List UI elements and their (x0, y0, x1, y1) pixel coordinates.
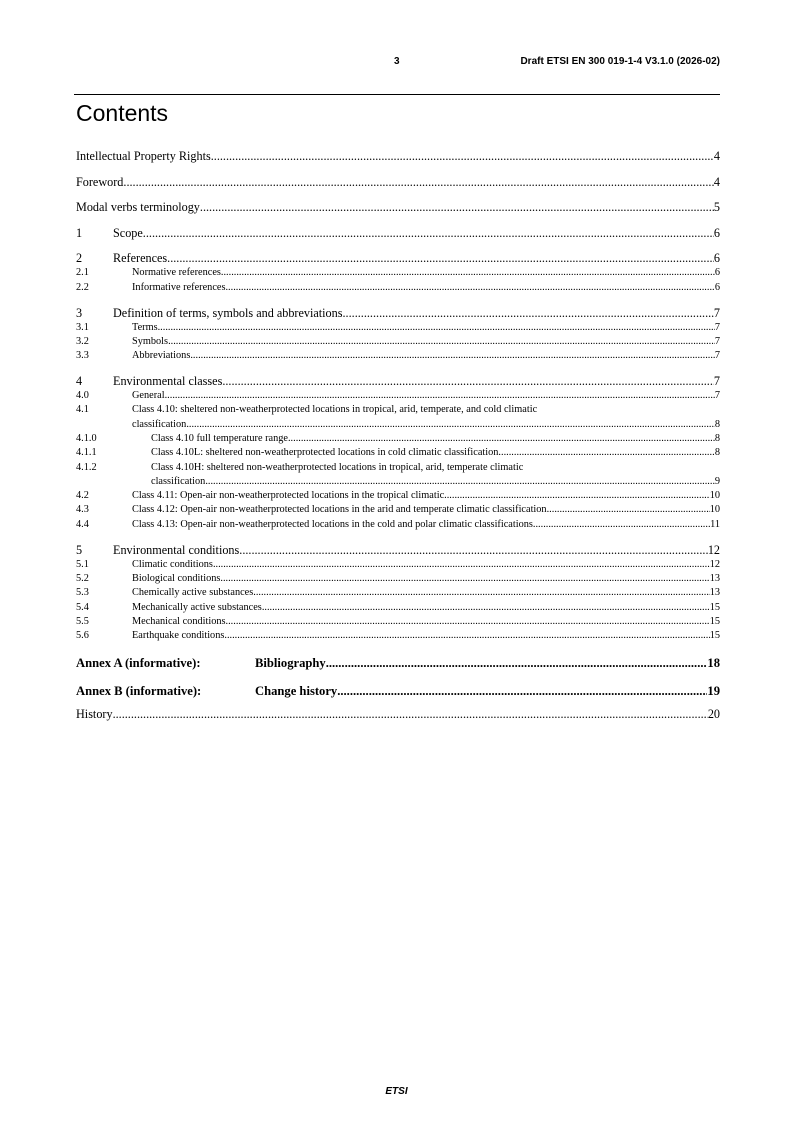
toc-entry-number: 4.1.0 (76, 432, 97, 444)
toc-entry-3-2[interactable] (76, 335, 720, 349)
toc-entry-2-2[interactable] (76, 281, 720, 295)
toc-entry-number: 3.2 (76, 335, 89, 347)
toc-entry-5-6[interactable] (76, 629, 720, 643)
toc-entry-title: Modal verbs terminology (76, 200, 200, 215)
toc-leader (167, 250, 714, 266)
toc-leader (222, 373, 714, 389)
toc-entry-2[interactable] (76, 250, 720, 266)
toc-entry-number: 4.1.2 (76, 461, 97, 473)
toc-page-number: 7 (713, 305, 720, 320)
page-footer: ETSI (385, 1086, 408, 1097)
toc-page-number: 13 (709, 587, 720, 599)
toc-entry-5-5[interactable] (76, 615, 720, 629)
toc-entry-title: Normative references (132, 267, 221, 279)
toc-entry-title: Informative references (132, 281, 226, 293)
toc-leader (190, 349, 715, 363)
toc-entry-modal-verbs[interactable] (76, 199, 720, 215)
toc-page-number: 7 (714, 335, 720, 347)
toc-page-number: 9 (714, 475, 720, 487)
toc-entry-number: 4.3 (76, 504, 89, 516)
toc-entry-number: 2.1 (76, 267, 89, 279)
toc-entry-title: Chemically active substances (132, 587, 254, 599)
toc-entry-title: Environmental classes (113, 374, 223, 389)
toc-leader (220, 572, 709, 586)
toc-entry-title: Foreword (76, 174, 124, 189)
toc-entry-title: Abbreviations (132, 350, 191, 362)
toc-leader (113, 706, 708, 722)
page-header (76, 56, 720, 72)
toc-entry-annex-b[interactable] (76, 682, 720, 700)
toc-leader (205, 475, 715, 489)
toc-page-number: 19 (707, 683, 720, 698)
toc-entry-title: Class 4.10: sheltered non-weatherprotected locations in tropical, arid, temperate, and cold climatic (132, 404, 538, 416)
toc-page-number: 6 (713, 251, 720, 266)
annex-label: Annex B (informative): (76, 683, 202, 698)
toc-page-number: 18 (707, 655, 720, 670)
toc-page-number: 7 (714, 350, 720, 362)
toc-entry-3[interactable] (76, 305, 720, 321)
toc-entry-5-3[interactable] (76, 586, 720, 600)
annex-label: Annex A (informative): (76, 655, 201, 670)
toc-leader (186, 418, 715, 432)
toc-entry-4-3[interactable] (76, 503, 720, 517)
toc-entry-title: Class 4.10H: sheltered non-weatherprotected locations in tropical, arid, temperate climatic (151, 461, 524, 473)
toc-page-number: 6 (714, 267, 720, 279)
toc-entry-3-1[interactable] (76, 321, 720, 335)
toc-entry-5-4[interactable] (76, 601, 720, 615)
toc-entry-title: Terms (132, 321, 158, 333)
toc-entry-number: 2 (76, 251, 83, 266)
toc-entry-title: Environmental conditions (113, 542, 240, 557)
toc-entry-5-2[interactable] (76, 572, 720, 586)
page-number: 3 (394, 56, 400, 67)
toc-entry-title: Class 4.12: Open-air non-weatherprotected locations in the arid and temperate climatic classification (132, 504, 547, 516)
toc-page-number: 13 (709, 572, 720, 584)
toc-entry-number: 5.3 (76, 587, 89, 599)
toc-page-number: 6 (714, 281, 720, 293)
toc-page-number: 12 (709, 558, 720, 570)
toc-entry-4-1-1[interactable] (76, 446, 720, 460)
toc-leader (337, 682, 707, 700)
toc-leader (165, 389, 715, 403)
toc-entry-number: 4.4 (76, 518, 89, 530)
toc-entry-title: References (113, 251, 168, 266)
toc-leader (200, 199, 714, 215)
toc-page-number: 12 (707, 542, 720, 557)
toc-entry-history[interactable] (76, 706, 720, 722)
toc-page-number: 4 (713, 149, 720, 163)
toc-entry-1[interactable] (76, 225, 720, 241)
toc-entry-foreword[interactable] (76, 174, 720, 190)
toc-leader (533, 518, 710, 532)
toc-page-number: 15 (709, 615, 720, 627)
toc-page-number: 7 (713, 374, 720, 389)
toc-leader (326, 654, 708, 672)
toc-entry-title: Class 4.11: Open-air non-weatherprotected locations in the tropical climatic (132, 490, 445, 502)
toc-leader (239, 542, 708, 558)
toc-page-number: 8 (714, 418, 720, 430)
toc-entry-number: 2.2 (76, 281, 89, 293)
toc-entry-number: 3 (76, 305, 83, 320)
page-title: Contents (76, 100, 169, 126)
toc-entry-title: Definition of terms, symbols and abbreviations (113, 305, 343, 320)
toc-page-number: 10 (709, 490, 720, 502)
toc-entry-title: Class 4.10 full temperature range (151, 432, 288, 444)
header-rule (74, 94, 720, 95)
toc-leader (221, 266, 715, 280)
toc-page-number: 11 (710, 518, 720, 530)
toc-entry-title: Bibliography (255, 655, 326, 670)
toc-entry-4-1[interactable] (76, 403, 720, 432)
toc-leader (498, 446, 714, 460)
toc-entry-number: 5.4 (76, 601, 89, 613)
toc-page-number: 15 (709, 601, 720, 613)
toc-entry-title: Mechanical conditions (132, 615, 226, 627)
toc-entry-annex-a[interactable] (76, 654, 720, 672)
toc-leader (547, 503, 710, 517)
toc-entry-4-2[interactable] (76, 489, 720, 503)
toc-leader (224, 629, 709, 643)
toc-page-number: 15 (709, 630, 720, 642)
toc-entry-number: 5 (76, 542, 83, 557)
toc-entry-5-1[interactable] (76, 558, 720, 572)
document-id: Draft ETSI EN 300 019-1-4 V3.1.0 (2026-02) (520, 56, 720, 67)
toc-entry-number: 1 (76, 225, 83, 240)
toc-entry-title: Scope (113, 225, 143, 240)
toc-entry-number: 5.2 (76, 572, 89, 584)
toc-leader (123, 174, 714, 190)
toc-entry-title: Mechanically active substances (132, 601, 262, 613)
toc-page-number: 5 (713, 200, 720, 215)
toc-entry-number: 4.1 (76, 404, 89, 416)
toc-entry-number: 5.1 (76, 558, 89, 570)
toc-entry-title: Earthquake conditions (132, 630, 225, 642)
toc-entry-title: Biological conditions (132, 572, 221, 584)
toc-page-number: 10 (709, 504, 720, 516)
toc-entry-number: 4.0 (76, 390, 89, 402)
toc-leader (225, 281, 714, 295)
toc-entry-title: General (132, 390, 165, 402)
table-of-contents (76, 148, 720, 722)
toc-leader (253, 586, 709, 600)
toc-entry-number: 4 (76, 374, 83, 389)
toc-entry-title: Class 4.13: Open-air non-weatherprotected locations in the cold and polar climatic classifications (132, 518, 533, 530)
toc-entry-number: 3.1 (76, 321, 89, 333)
toc-entry-number: 3.3 (76, 350, 89, 362)
toc-page-number: 7 (714, 321, 720, 333)
toc-entry-title: Symbols (132, 335, 169, 347)
toc-entry-number: 4.1.1 (76, 447, 97, 459)
toc-page-number: 4 (713, 174, 720, 189)
toc-leader (226, 615, 710, 629)
toc-entry-title: Class 4.10L: sheltered non-weatherprotected locations in cold climatic classification (151, 447, 499, 459)
toc-leader (288, 432, 715, 446)
toc-entry-4-0[interactable] (76, 389, 720, 403)
toc-leader (213, 558, 710, 572)
toc-entry-ipr[interactable] (76, 148, 720, 164)
toc-entry-4[interactable] (76, 373, 720, 389)
toc-page-number: 7 (714, 390, 720, 402)
toc-leader (262, 601, 710, 615)
toc-leader (143, 225, 714, 241)
toc-entry-3-3[interactable] (76, 349, 720, 363)
toc-leader (168, 335, 715, 349)
toc-entry-number: 5.6 (76, 630, 89, 642)
toc-page-number: 8 (714, 432, 720, 444)
toc-leader (211, 148, 714, 164)
toc-entry-title-continued: classification (132, 418, 187, 430)
toc-entry-title: History (76, 706, 113, 721)
toc-entry-number: 4.2 (76, 490, 89, 502)
toc-entry-4-4[interactable] (76, 518, 720, 532)
toc-entry-number: 5.5 (76, 615, 89, 627)
toc-leader (444, 489, 710, 503)
toc-page-number: 8 (714, 447, 720, 459)
toc-page-number: 6 (713, 225, 720, 240)
toc-entry-4-1-2[interactable] (76, 461, 720, 490)
toc-leader (158, 321, 715, 335)
toc-entry-4-1-0[interactable] (76, 432, 720, 446)
toc-entry-2-1[interactable] (76, 266, 720, 280)
toc-entry-5[interactable] (76, 542, 720, 558)
toc-page-number: 20 (707, 706, 720, 721)
toc-entry-title: Climatic conditions (132, 558, 213, 570)
toc-leader (343, 305, 714, 321)
toc-entry-title: Change history (255, 683, 338, 698)
toc-entry-title-continued: classification (151, 475, 206, 487)
toc-entry-title: Intellectual Property Rights (76, 149, 211, 163)
